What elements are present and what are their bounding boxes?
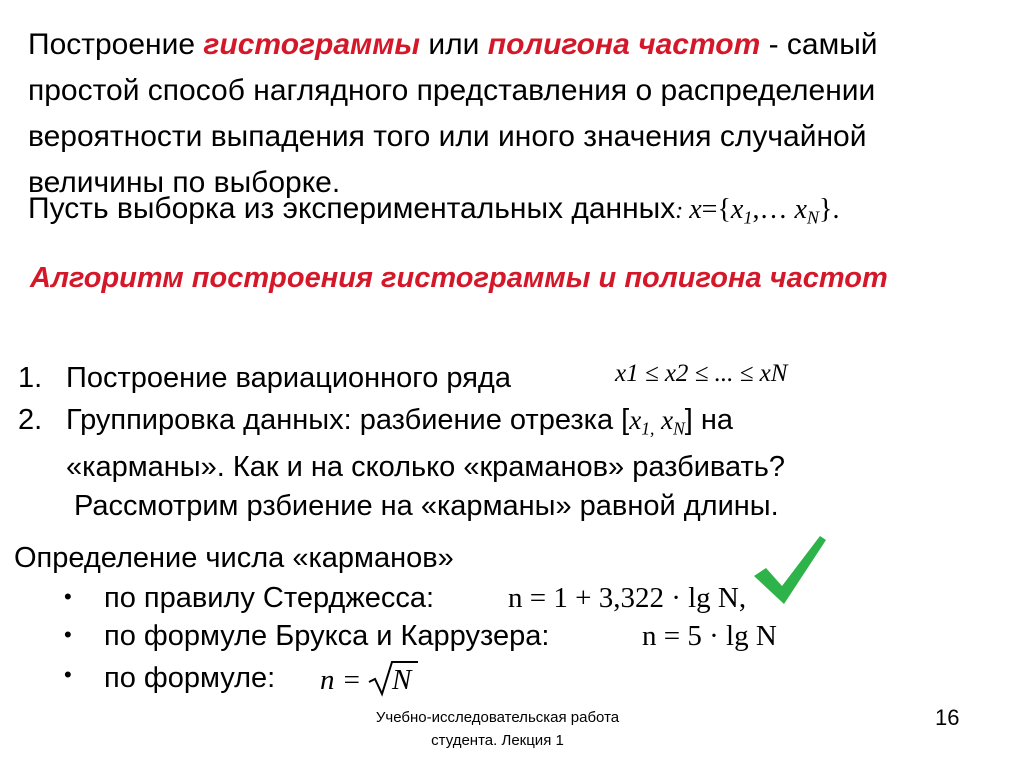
bullet-sqrt-text: по формуле: (104, 662, 276, 694)
highlight-frequency-polygon: полигона частот (487, 28, 761, 61)
sample-colon: : (675, 198, 690, 224)
step-2-number: 2. (18, 404, 43, 436)
math-sub: N (806, 207, 820, 228)
step-1-text: Построение вариационного ряда (66, 362, 511, 394)
step-1-number: 1. (18, 362, 43, 394)
sqrt-formula-lhs: n = (320, 664, 362, 696)
sample-formula (689, 194, 840, 228)
brooks-formula: n = 5 · lg N (642, 620, 777, 652)
intro-text: - самый (760, 28, 878, 61)
segment-formula (629, 405, 685, 439)
step-2-text: ] на (684, 404, 734, 436)
bullet: • (64, 622, 72, 647)
math-x: x (689, 194, 702, 225)
bullet-sturges-text: по правилу Стерджесса: (104, 582, 435, 614)
math-sub: N (673, 418, 685, 439)
step-2-line-2: «карманы». Как и на сколько «краманов» разбивать? (66, 451, 786, 483)
intro-text: Построение (28, 28, 204, 61)
variation-series-formula: x1 ≤ x2 ≤ ... ≤ xN (615, 360, 788, 387)
bullet: • (64, 662, 72, 687)
intro-line-1 (28, 22, 878, 68)
intro-line-3: вероятности выпадения того или иного значения случайной (28, 120, 867, 153)
math-close: }. (819, 194, 840, 225)
intro-line-2: простой способ наглядного представления о распределении (28, 74, 876, 107)
intro-line-5 (28, 186, 839, 234)
intro-text: или (420, 28, 488, 61)
algorithm-heading: Алгоритм построения гистограммы и полигона частот (30, 262, 888, 294)
bullet-brooks-text: по формуле Брукса и Каррузера: (104, 620, 550, 652)
math-x: x (730, 194, 744, 225)
math-x: x (661, 405, 674, 435)
bullet-sturges (0, 582, 1024, 622)
sqrt-radicand: N (392, 664, 412, 696)
math-eq: ={ (701, 194, 731, 225)
intro-line-4: величины по выборке. (28, 166, 341, 199)
footer-line-2: студента. Лекция 1 (431, 732, 564, 749)
checkmark-icon (750, 532, 828, 608)
step-2-line-3: Рассмотрим рзбиение на «карманы» равной длины. (74, 490, 779, 522)
math-x: x (794, 194, 807, 225)
bullet-sqrt (0, 660, 1024, 700)
sample-text: Пусть выборка из экспериментальных данных (28, 192, 676, 225)
bullet-brooks (0, 620, 1024, 660)
bullet: • (64, 584, 72, 609)
step-2-text: Группировка данных: разбиение отрезка [ (66, 404, 630, 436)
page-number: 16 (935, 705, 960, 730)
footer (330, 706, 665, 752)
footer-line-1: Учебно-исследовательская работа (375, 709, 620, 726)
math-sub: 1 (743, 207, 753, 228)
sturges-formula: n = 1 + 3,322 · lg N, (508, 582, 747, 614)
step-2-line-1 (66, 400, 733, 440)
highlight-histogram: гистограммы (203, 28, 421, 61)
definition-title: Определение числа «карманов» (14, 542, 454, 574)
math-sub: 1, (641, 418, 655, 439)
math-dots: ,… (752, 194, 795, 225)
math-x: x (629, 405, 642, 435)
